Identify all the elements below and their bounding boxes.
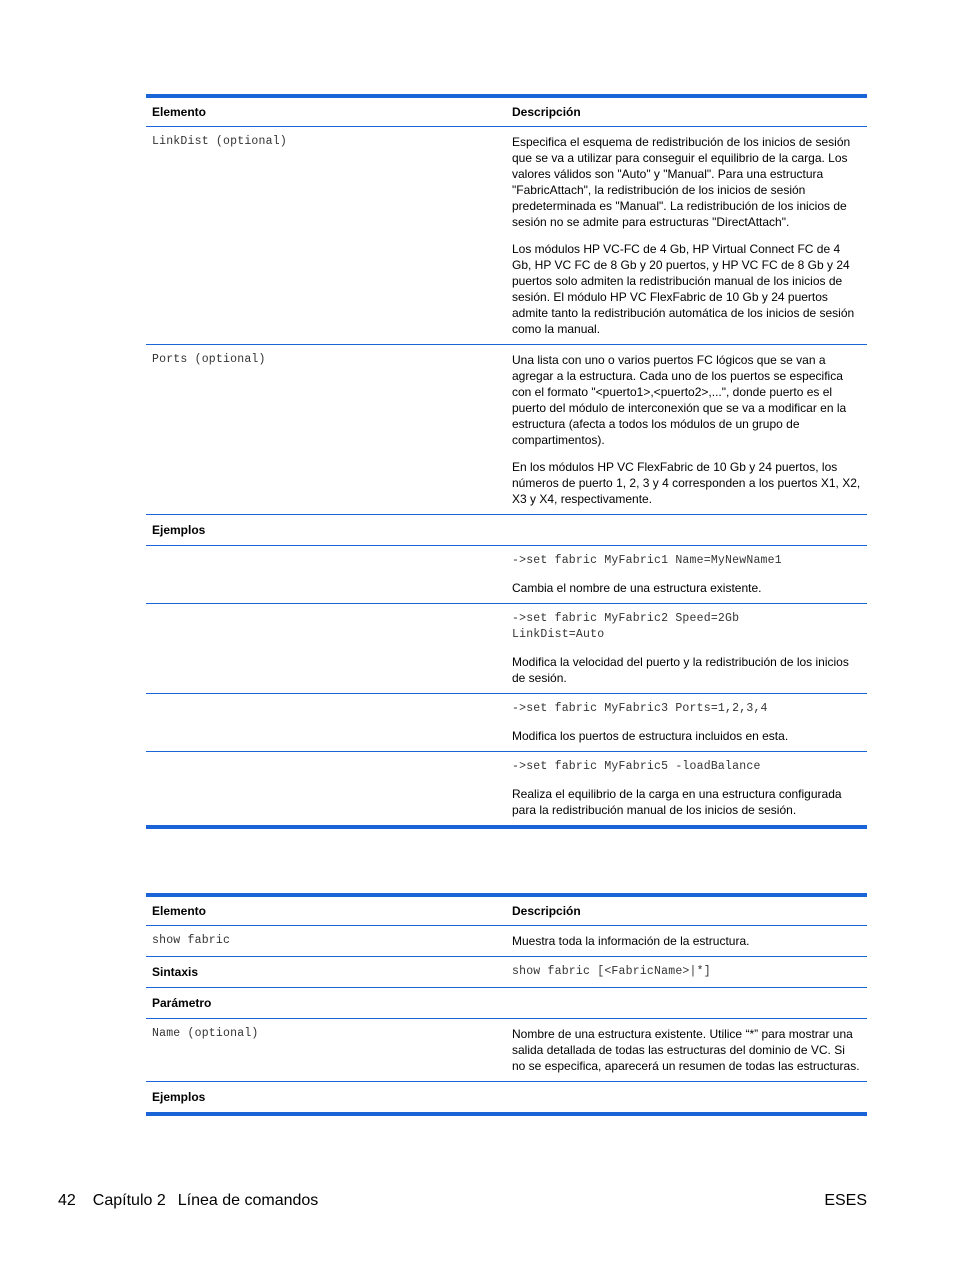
param-name-description: Nombre de una estructura existente. Utilice “*” para mostrar una salida detallada de todas las estructuras del dominio de VC. Si no se especifica, aparecerá un resumen de todas las estructuras.	[506, 1019, 867, 1082]
example-command: ->set fabric MyFabric1 Name=MyNewName1	[512, 554, 782, 567]
table-header-row	[146, 96, 867, 127]
header-elemento: Elemento	[146, 96, 506, 127]
example-command: ->set fabric MyFabric2 Speed=2Gb LinkDist=Auto	[512, 612, 740, 641]
table-row	[146, 988, 867, 1019]
param-name: Name (optional)	[146, 1019, 506, 1082]
example-description: Realiza el equilibrio de la carga en una estructura configurada para la redistribución manual de los inicios de sesión.	[512, 787, 842, 817]
table-row	[146, 957, 867, 988]
header-descripcion: Descripción	[506, 895, 867, 926]
table-row	[146, 345, 867, 515]
table-row	[146, 752, 867, 828]
examples-label: Ejemplos	[146, 515, 506, 546]
example-4	[506, 752, 867, 828]
table-row	[146, 546, 867, 604]
paragraph: Los módulos HP VC-FC de 4 Gb, HP Virtual Connect FC de 4 Gb, HP VC FC de 8 Gb y 20 puertos, y HP VC FC de 8 Gb y 24 puertos solo admiten la redistribución manual de los inicios de sesión. El módulo HP VC FlexFabric de 10 Gb y 24 puertos admite tanto la redistribución automática de los inicios de sesión como la manual.	[512, 242, 855, 336]
example-description: Cambia el nombre de una estructura existente.	[512, 581, 762, 595]
table-row	[146, 604, 867, 694]
table-row	[146, 1082, 867, 1115]
chapter-title: Línea de comandos	[177, 1192, 319, 1209]
example-description: Modifica la velocidad del puerto y la redistribución de los inicios de sesión.	[512, 655, 849, 685]
fabric-set-table	[146, 94, 867, 829]
command-name: show fabric	[146, 926, 506, 957]
examples-label: Ejemplos	[146, 1082, 506, 1115]
page-number: 42	[58, 1192, 76, 1209]
param-linkdist: LinkDist (optional)	[146, 127, 506, 345]
parameter-label: Parámetro	[146, 988, 506, 1019]
header-descripcion: Descripción	[506, 96, 867, 127]
example-3	[506, 694, 867, 752]
table-row	[146, 926, 867, 957]
table-row	[146, 515, 867, 546]
example-2	[506, 604, 867, 694]
table-row	[146, 127, 867, 345]
example-1	[506, 546, 867, 604]
table-row	[146, 1019, 867, 1082]
show-fabric-table	[146, 893, 867, 1116]
paragraph: Una lista con uno o varios puertos FC lógicos que se van a agregar a la estructura. Cada uno de los puertos se especifica con el formato "<puerto1>,<puerto2>,...", donde puerto es el puerto del módulo de interconexión que se va a modificar en la estructura (afecta a todos los módulos de un grupo de compartimentos).	[512, 353, 847, 447]
example-command: ->set fabric MyFabric5 -loadBalance	[512, 760, 761, 773]
paragraph: En los módulos HP VC FlexFabric de 10 Gb y 24 puertos, los números de puerto 1, 2, 3 y 4 corresponden a los puertos X1, X2, X3 y X4, respectivamente.	[512, 460, 861, 506]
example-description: Modifica los puertos de estructura incluidos en esta.	[512, 729, 789, 743]
chapter-label: Capítulo 2	[92, 1192, 166, 1209]
table-row	[146, 694, 867, 752]
param-linkdist-description	[506, 127, 867, 345]
command-description: Muestra toda la información de la estructura.	[506, 926, 867, 957]
page-footer-left	[58, 1192, 318, 1210]
syntax-label: Sintaxis	[146, 957, 506, 988]
header-elemento: Elemento	[146, 895, 506, 926]
page-footer-locale: ESES	[824, 1192, 867, 1209]
syntax-value: show fabric [<FabricName>|*]	[506, 957, 867, 988]
param-ports: Ports (optional)	[146, 345, 506, 515]
paragraph: Especifica el esquema de redistribución de los inicios de sesión que se va a utilizar para conseguir el equilibrio de la carga. Los valores válidos son "Auto" y "Manual". Para una estructura "FabricAttach", la redistribución de los inicios de sesión predeterminada es "Manual". La redistribución de los inicios de sesión no se admite para estructuras "DirectAttach".	[512, 135, 851, 229]
table-header-row	[146, 895, 867, 926]
param-ports-description	[506, 345, 867, 515]
example-command: ->set fabric MyFabric3 Ports=1,2,3,4	[512, 702, 768, 715]
